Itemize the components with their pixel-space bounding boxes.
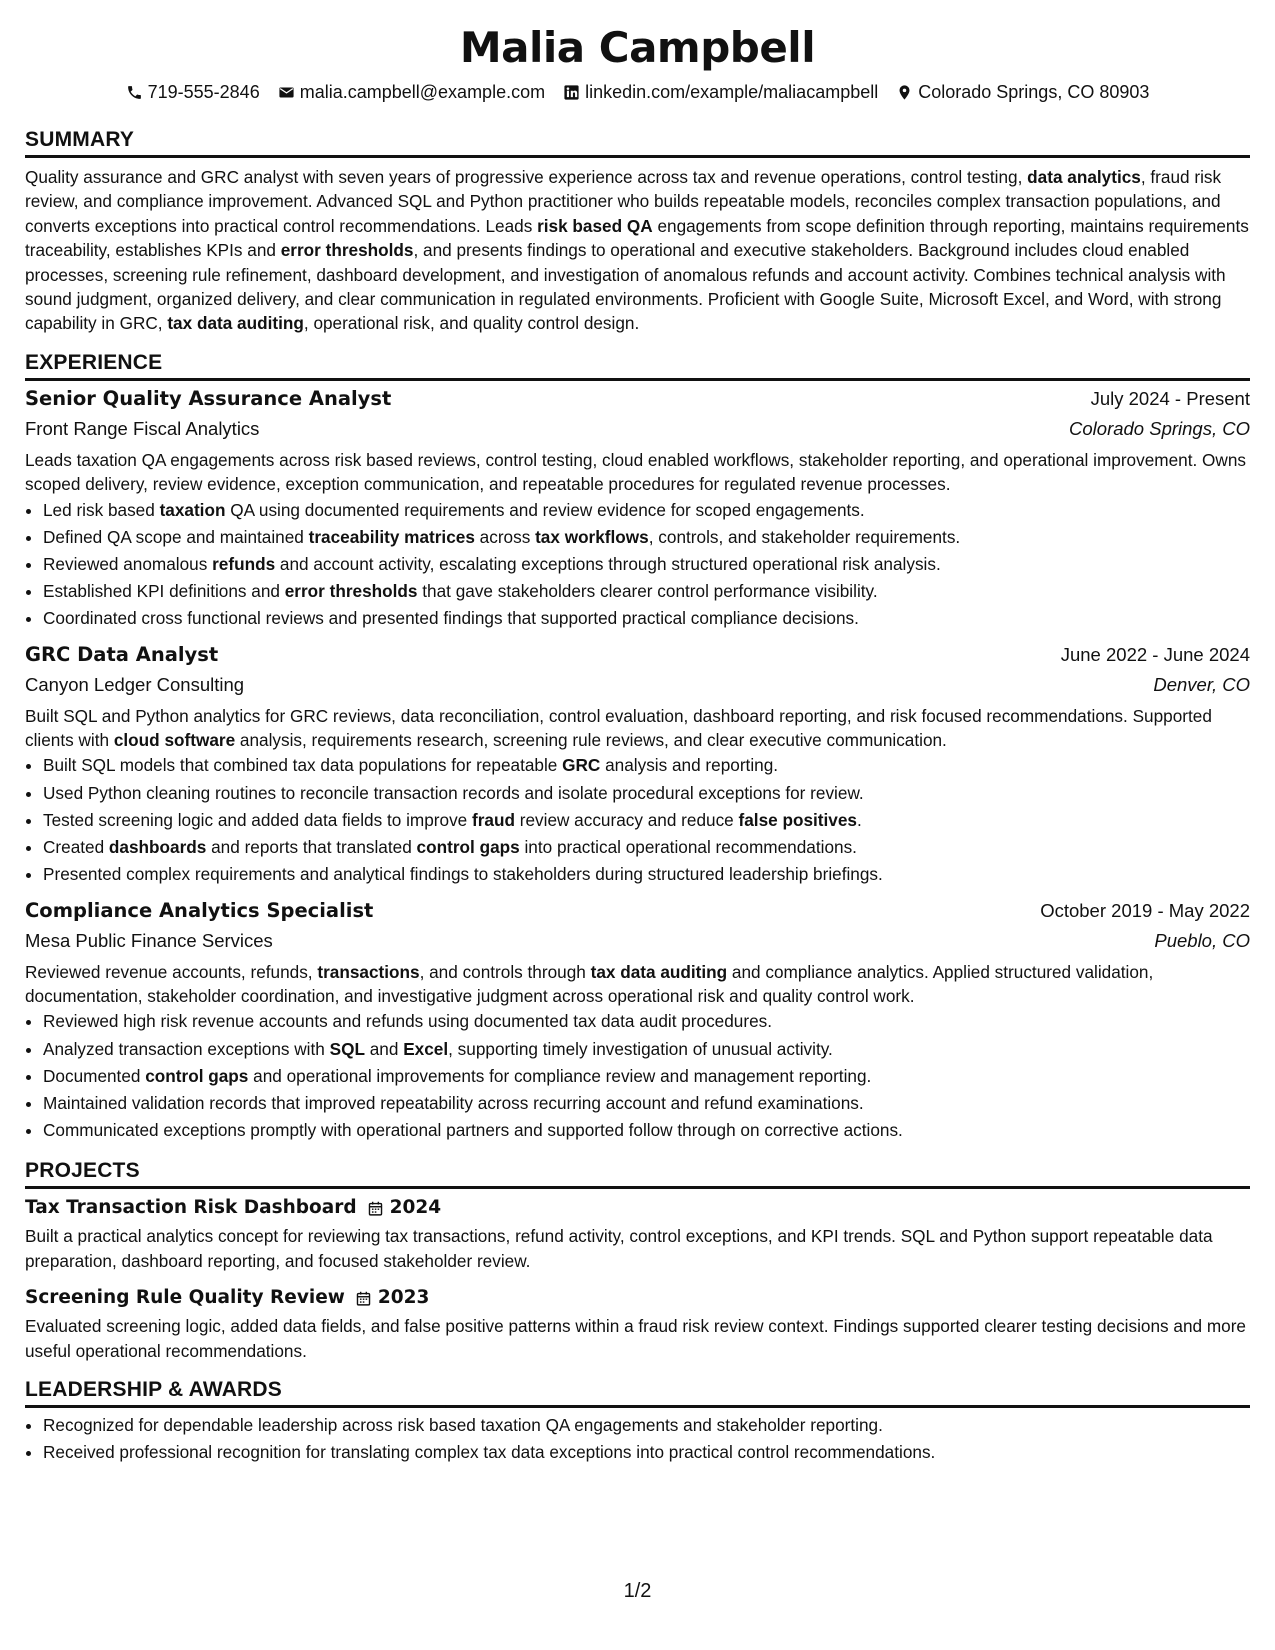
list-item: • Used Python cleaning routines to reconcile transaction records and isolate procedural exceptions for review. — [43, 780, 1250, 807]
job-company: Front Range Fiscal Analytics — [25, 417, 260, 439]
list-item: • Reviewed high risk revenue accounts and refunds using documented tax data audit procedures. — [43, 1008, 1250, 1035]
project-entry — [25, 1283, 1250, 1363]
contact-linkedin — [563, 80, 878, 104]
list-item: • Analyzed transaction exceptions with SQL and Excel, supporting timely investigation of unusual activity. — [43, 1036, 1250, 1063]
job-description: Built SQL and Python analytics for GRC reviews, data reconciliation, control evaluation, dashboard reporting, and risk focused recommendations. Supported clients with cloud software analysis, requirements research, screening rule reviews, and clear executive communication. — [25, 705, 1212, 751]
project-entry — [25, 1193, 1250, 1273]
calendar-icon — [367, 1200, 384, 1217]
job-dates: June 2022 - June 2024 — [1060, 643, 1250, 665]
bold-keyword: SQL — [329, 1038, 365, 1059]
calendar-icon — [355, 1290, 372, 1307]
job-bullets — [25, 497, 1250, 633]
job-dates: October 2019 - May 2022 — [1040, 899, 1250, 921]
bold-keyword: risk based QA — [537, 215, 653, 236]
email-text[interactable]: malia.campbell@example.com — [299, 82, 546, 102]
bold-keyword: Excel — [403, 1038, 449, 1059]
bold-keyword: transactions — [317, 961, 420, 982]
bold-keyword: tax data auditing — [590, 961, 728, 982]
project-date — [355, 1283, 430, 1313]
list-item: • Reviewed anomalous refunds and account activity, escalating exceptions through structured operational risk analysis. — [43, 551, 1250, 578]
phone-text[interactable]: 719-555-2846 — [147, 82, 260, 102]
job-title: Senior Quality Assurance Analyst — [25, 386, 392, 410]
projects-section — [25, 1157, 1250, 1363]
candidate-name: Malia Campbell — [459, 23, 816, 72]
experience-section — [25, 349, 1250, 1144]
contact-email — [278, 80, 545, 104]
bold-keyword: dashboards — [108, 837, 207, 858]
job-title: GRC Data Analyst — [25, 642, 219, 666]
project-year: 2024 — [389, 1197, 442, 1219]
project-description: Built a practical analytics concept for reviewing tax transactions, refund activity, control exceptions, and KPI trends. SQL and Python support repeatable data preparation, dashboard reporting, and focused stakeholder review. — [25, 1226, 1213, 1271]
job-location: Pueblo, CO — [1154, 929, 1250, 951]
section-title-experience: EXPERIENCE — [25, 349, 1250, 381]
resume-page — [25, 18, 1250, 1466]
bold-keyword: data analytics — [1027, 167, 1141, 187]
job-bullets — [25, 1008, 1250, 1144]
job-entry — [25, 384, 1250, 633]
job-location: Colorado Springs, CO — [1069, 417, 1250, 439]
summary-text: Quality assurance and GRC analyst with seven years of progressive experience across tax and revenue operations, control testing, data analytics, fraud risk review, and compliance improvement. Advanced SQL and Python practitioner who builds repeatable models, reconciles complex transaction populations, and converts exceptions into practical control recommendations. Leads risk based QA engagements from scope definition through reporting, maintains requirements traceability, establishes KPIs and error thresholds, and presents findings to operational and executive stakeholders. Background includes cloud enabled processes, screening rule refinement, dashboard development, and investigation of anomalous refunds and account activity. Combines technical analysis with sound judgment, organized delivery, and clear communication in regulated environments. Proficient with Google Suite, Microsoft Excel, and Word, with strong capability in GRC, tax data auditing, operational risk, and quality control design. — [25, 167, 1249, 334]
bold-keyword: taxation — [159, 499, 226, 520]
section-title-leadership: LEADERSHIP & AWARDS — [25, 1376, 1250, 1408]
job-description: Leads taxation QA engagements across risk based reviews, control testing, cloud enabled workflows, stakeholder reporting, and operational improvement. Owns scoped delivery, review evidence, exception communication, and repeatable procedures for regulated revenue processes. — [25, 449, 1246, 495]
list-item: • Built SQL models that combined tax data populations for repeatable GRC analysis and reporting. — [43, 752, 1250, 779]
location-text: Colorado Springs, CO 80903 — [918, 82, 1150, 102]
phone-icon — [126, 84, 143, 101]
contact-phone — [126, 80, 260, 104]
project-title: Screening Rule Quality Review — [25, 1287, 345, 1309]
bold-keyword: GRC — [562, 755, 601, 776]
leadership-section — [25, 1376, 1250, 1466]
bold-keyword: traceability matrices — [308, 526, 475, 547]
job-company: Canyon Ledger Consulting — [25, 673, 245, 695]
summary-section — [25, 126, 1250, 336]
job-entry — [25, 896, 1250, 1145]
list-item: • Tested screening logic and added data fields to improve fraud review accuracy and reduce false positives. — [43, 807, 1250, 834]
job-location: Denver, CO — [1153, 673, 1250, 695]
job-entry — [25, 640, 1250, 889]
project-year: 2023 — [377, 1287, 430, 1309]
bold-keyword: cloud software — [113, 730, 236, 751]
project-description: Evaluated screening logic, added data fields, and false positive patterns within a fraud risk review context. Findings supported clearer testing decisions and more useful operational recommendations. — [25, 1316, 1246, 1361]
linkedin-icon — [563, 84, 580, 101]
list-item: • Communicated exceptions promptly with operational partners and supported follow through on corrective actions. — [43, 1117, 1250, 1144]
contact-location — [896, 80, 1149, 104]
list-item: • Defined QA scope and maintained traceability matrices across tax workflows, controls, and stakeholder requirements. — [43, 524, 1250, 551]
list-item: • Maintained validation records that improved repeatability across recurring account and refund examinations. — [43, 1090, 1250, 1117]
bold-keyword: false positives — [738, 809, 857, 830]
bold-keyword: tax workflows — [535, 526, 649, 547]
list-item: • Recognized for dependable leadership across risk based taxation QA engagements and stakeholder reporting. — [43, 1412, 1250, 1439]
bold-keyword: refunds — [212, 554, 276, 575]
page-number: 1/2 — [623, 1580, 652, 1602]
list-item: • Presented complex requirements and analytical findings to stakeholders during structured leadership briefings. — [43, 861, 1250, 888]
list-item: • Received professional recognition for translating complex tax data exceptions into practical control recommendations. — [43, 1439, 1250, 1466]
job-bullets — [25, 752, 1250, 888]
section-title-summary: SUMMARY — [25, 126, 1250, 158]
linkedin-text[interactable]: linkedin.com/example/maliacampbell — [585, 82, 879, 102]
envelope-icon — [278, 84, 295, 101]
section-title-projects: PROJECTS — [25, 1157, 1250, 1189]
list-item: • Established KPI definitions and error thresholds that gave stakeholders clearer control performance visibility. — [43, 578, 1250, 605]
bold-keyword: control gaps — [145, 1065, 249, 1086]
job-company: Mesa Public Finance Services — [25, 929, 273, 951]
list-item: • Led risk based taxation QA using documented requirements and review evidence for scoped engagements. — [43, 497, 1250, 524]
project-date — [367, 1193, 442, 1223]
list-item: • Coordinated cross functional reviews and presented findings that supported practical compliance decisions. — [43, 605, 1250, 632]
bold-keyword: error thresholds — [280, 240, 414, 261]
project-title: Tax Transaction Risk Dashboard — [25, 1197, 357, 1219]
job-dates: July 2024 - Present — [1090, 387, 1250, 409]
job-title: Compliance Analytics Specialist — [25, 898, 374, 922]
bold-keyword: control gaps — [416, 837, 520, 858]
bold-keyword: fraud — [472, 809, 515, 830]
bold-keyword: tax data auditing — [167, 313, 304, 334]
map-pin-icon — [896, 84, 913, 101]
contact-bar — [25, 80, 1250, 104]
bold-keyword: error thresholds — [284, 581, 418, 602]
leadership-bullets — [25, 1412, 1250, 1466]
list-item: • Documented control gaps and operational improvements for compliance review and management reporting. — [43, 1063, 1250, 1090]
job-description: Reviewed revenue accounts, refunds, transactions, and controls through tax data auditing and compliance analytics. Applied structured validation, documentation, stakeholder coordination, and investigative judgment across operational risk and quality control work. — [25, 961, 1154, 1006]
list-item: • Created dashboards and reports that translated control gaps into practical operational recommendations. — [43, 834, 1250, 861]
